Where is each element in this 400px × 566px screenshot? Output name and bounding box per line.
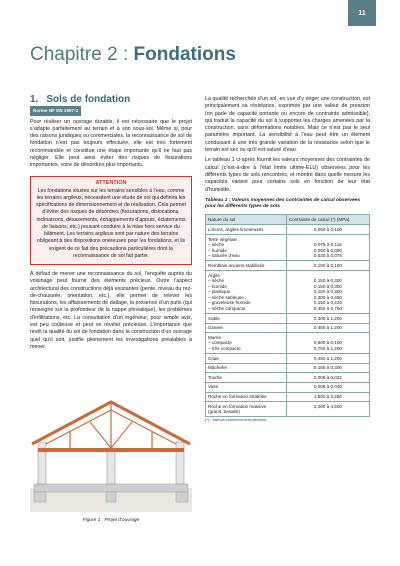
stress-value-line: 0,008 à 0,022 [313,374,342,380]
soil-type-cell [206,402,287,417]
soil-type-line: Sable [208,315,220,321]
section-number: 1. [30,94,39,105]
table-row [206,373,370,383]
table-row [206,314,370,324]
soil-type-line: Remblais anciens stabilisés [208,262,265,268]
norm-badge: Norme NF EN 1997-2 [30,106,81,115]
survey-paragraph: À défaut de mener une reconnaissance du sol, l’enquête auprès du voisinage peut fournir des éléments précieux. Outre l’aspect architectural des constructions déjà existantes (pente, niveau du rez-de-chaussée, orientation, etc.), elle permet de relever les fissurations, les affaissements de dallage, la présence d’un puits (qui renseigne sur la profondeur de la nappe phréatique), les problèmes d’infiltrations, etc. La consultation d’un ingénieur, pour simple avis, est peu coûteuse et peut se révéler précieuse. L’importance que revêt la qualité du sol de fondation dans la construction d’un ouvrage quel qu’il soit, justifie pleinement les investigations préalables à mener. [30,270,192,350]
stress-value-cell [286,333,369,354]
figure-caption: Figure 1 : Projet d’ouvrage [82,518,140,523]
stress-value-line: 0,150 à 0,225 [313,300,342,306]
soil-type-cell [206,271,287,314]
stress-value-cell [286,382,369,392]
table-row [206,225,370,235]
table-header-row [206,214,370,225]
soil-type-line: – humide [208,247,227,253]
table-row [206,235,370,261]
section-name: Sols de fondation [46,94,131,105]
table-intro-paragraph: Le tableau 1 ci-après fournit les valeurs moyennes des contraintes de calcul (c’est-à-dire à l’état limite ultime-ELU) observées pour les différents types de sols rencontrés, et montre dans quelle mesure les capacités varient pour certains sols en fonction de leur état d’humidité. [205,157,370,193]
table-row [206,323,370,333]
stress-value-cell [286,354,369,364]
soil-type-line: Terre végétale : [208,236,240,242]
attention-text: Les fondations situées sur les terrains sensibles à l’eau, comme les terrains argileux, nécessitent une étude de sol qui définira les spécifications de dimensionnement et de réalisation. Cela permet d’éviter des risques de désordres (fissurations, dislocations, inclinaisons, désaxements, échappements d’appuis, éclatements de liaisons, etc.) pouvant conduire à la mise hors service du bâtiment. Les terrains argileux sont par nature des terrains obligeant à des dispositions onéreuses pour les fondations, et ils exigent de ce fait des précautions particulières dont la reconnaissance de sol fait partie. [36,187,186,259]
soil-type-line: Mâchefer [208,365,228,371]
table-row [206,261,370,271]
soil-type-line: Argile : [208,272,223,278]
soil-type-line: Limons, argiles limoneuses [208,226,264,232]
soil-type-line: Tourbe [208,374,223,380]
chapter-name: Fondations [133,44,236,65]
soil-type-line: Roche en formation stratifiée [208,394,267,400]
chapter-prefix: Chapitre 2 : [30,44,129,65]
building-diagram [30,392,192,512]
stress-value-cell [286,392,369,402]
intro-paragraph: Pour réaliser un ouvrage durable, il est nécessaire que le projet s’adapte parfaitement au terrain et à son sous-sol. Même si, pour des raisons juridiques ou commerciales, la reconnaissance de sol de fondation n’est pas toujours effectuée, elle est très fortement recommandée et constitue une étape importante qu’il ne faut pas négliger. Elle peut ainsi éviter des risques de fissurations importantes, voire de désordres plus importants. [30,118,192,169]
soil-type-cell [206,225,287,235]
soil-quality-paragraph: La qualité recherchée d’un sol, en vue d’y ériger une construction, est principalement sa résistance, exprimée par une valeur de pression (on parle de capacité portante ou encore de contrainte admissible), qui traduit la capacité du sol à supporter les charges amenées par la construction, sans déformations notables. Mais ce n’est pas le seul paramètre important. La sensibilité à l’eau peut être un élément conduisant à une très grande variation de la résistance selon que le terrain est sec ou qu’il est saturé d’eau. [205,96,370,154]
soil-type-line: Roche en formation massive [208,403,267,409]
table-row [206,363,370,373]
stress-value-line: 0,150 à 0,300 [313,365,342,371]
soil-type-line: – sèche sableuse [208,294,244,300]
attention-box [30,176,192,265]
soil-type-line: (granit, basalte) [208,409,240,415]
soil-type-line: – sèche [208,242,225,248]
right-column [205,96,370,425]
soil-type-cell [206,354,287,364]
soil-type-line: – saturée d’eau [208,253,240,259]
stress-value-cell [286,323,369,333]
soil-type-cell [206,314,287,324]
header-soil-type: Nature du sol [206,214,287,225]
stress-value-cell [286,235,369,261]
soil-type-cell [206,323,287,333]
soil-type-cell [206,261,287,271]
header-stress: Contrainte de calcul (*) (MPa) [286,214,369,225]
soil-type-cell [206,382,287,392]
stress-value-cell [286,363,369,373]
table-note: (*) : Valeurs communément admises. [205,418,268,423]
stress-value-line: 0,030 à 0,075 [313,253,342,259]
soil-type-cell [206,363,287,373]
stress-value-cell [286,314,369,324]
stress-value-cell [286,261,369,271]
stress-value-line: 0,300 à 1,200 [313,315,342,321]
stress-value-line: 3,000 à 4,500 [313,403,342,409]
soil-type-line: Gravier [208,325,224,331]
stress-value-line: 0,150 à 0,300 [313,289,342,295]
soil-type-line: – graveleuse humide [208,300,251,306]
table-row [206,402,370,417]
chapter-title [30,44,236,66]
attention-title: ATTENTION [95,179,127,186]
soil-type-line: – humide [208,283,227,289]
soil-type-line: – plastique [208,289,231,295]
soil-type-cell [206,373,287,383]
soil-type-line: Marne : [208,334,224,340]
table-row [206,382,370,392]
page-number: 11 [348,0,376,26]
soil-type-line: Vase [208,384,219,390]
stress-value-cell [286,402,369,417]
soil-type-line: – compacte [208,340,232,346]
soil-type-line: – sèche compacte [208,306,246,312]
stress-value-line: 0,150 à 0,300 [313,283,342,289]
soil-type-line: – très compacte [208,346,241,352]
stress-value-line: 0,060 à 0,100 [313,226,342,232]
table-row [206,392,370,402]
stress-value-line: 0,075 à 0,115 [314,242,342,248]
left-column [30,96,192,354]
stress-value-line: 0,600 à 0,100 [313,340,342,346]
stress-value-line: 1,500 à 2,250 [313,394,342,400]
soil-type-line: Craie [208,355,219,361]
section-title [30,96,192,103]
table-row [206,354,370,364]
table-caption: Tableau 1 : Valeurs moyennes des contraintes de calcul observées pour les différents types de sols [205,197,361,210]
soil-type-line: – sèche [208,278,225,284]
stress-value-line: 0,450 à 1,200 [313,325,342,331]
stress-value-cell [286,271,369,314]
stress-value-line: 0,450 à 1,200 [313,355,342,361]
stress-value-line: 0,008 à 0,045 [313,384,342,390]
stress-value-line: 0,300 à 0,450 [313,294,342,300]
soil-type-cell [206,392,287,402]
soil-stress-table [205,214,370,417]
table-row [206,333,370,354]
stress-value-line: 0,750 à 1,200 [313,346,342,352]
stress-value-cell [286,373,369,383]
table-row [206,271,370,314]
stress-value-line: 0,450 à 0,750 [313,306,342,312]
stress-value-line: 0,150 à 0,300 [313,278,342,284]
stress-value-cell [286,225,369,235]
stress-value-line: 0,060 à 0,090 [313,247,342,253]
stress-value-line: 0,100 à 0,150 [313,262,342,268]
soil-type-cell [206,333,287,354]
soil-type-cell [206,235,287,261]
